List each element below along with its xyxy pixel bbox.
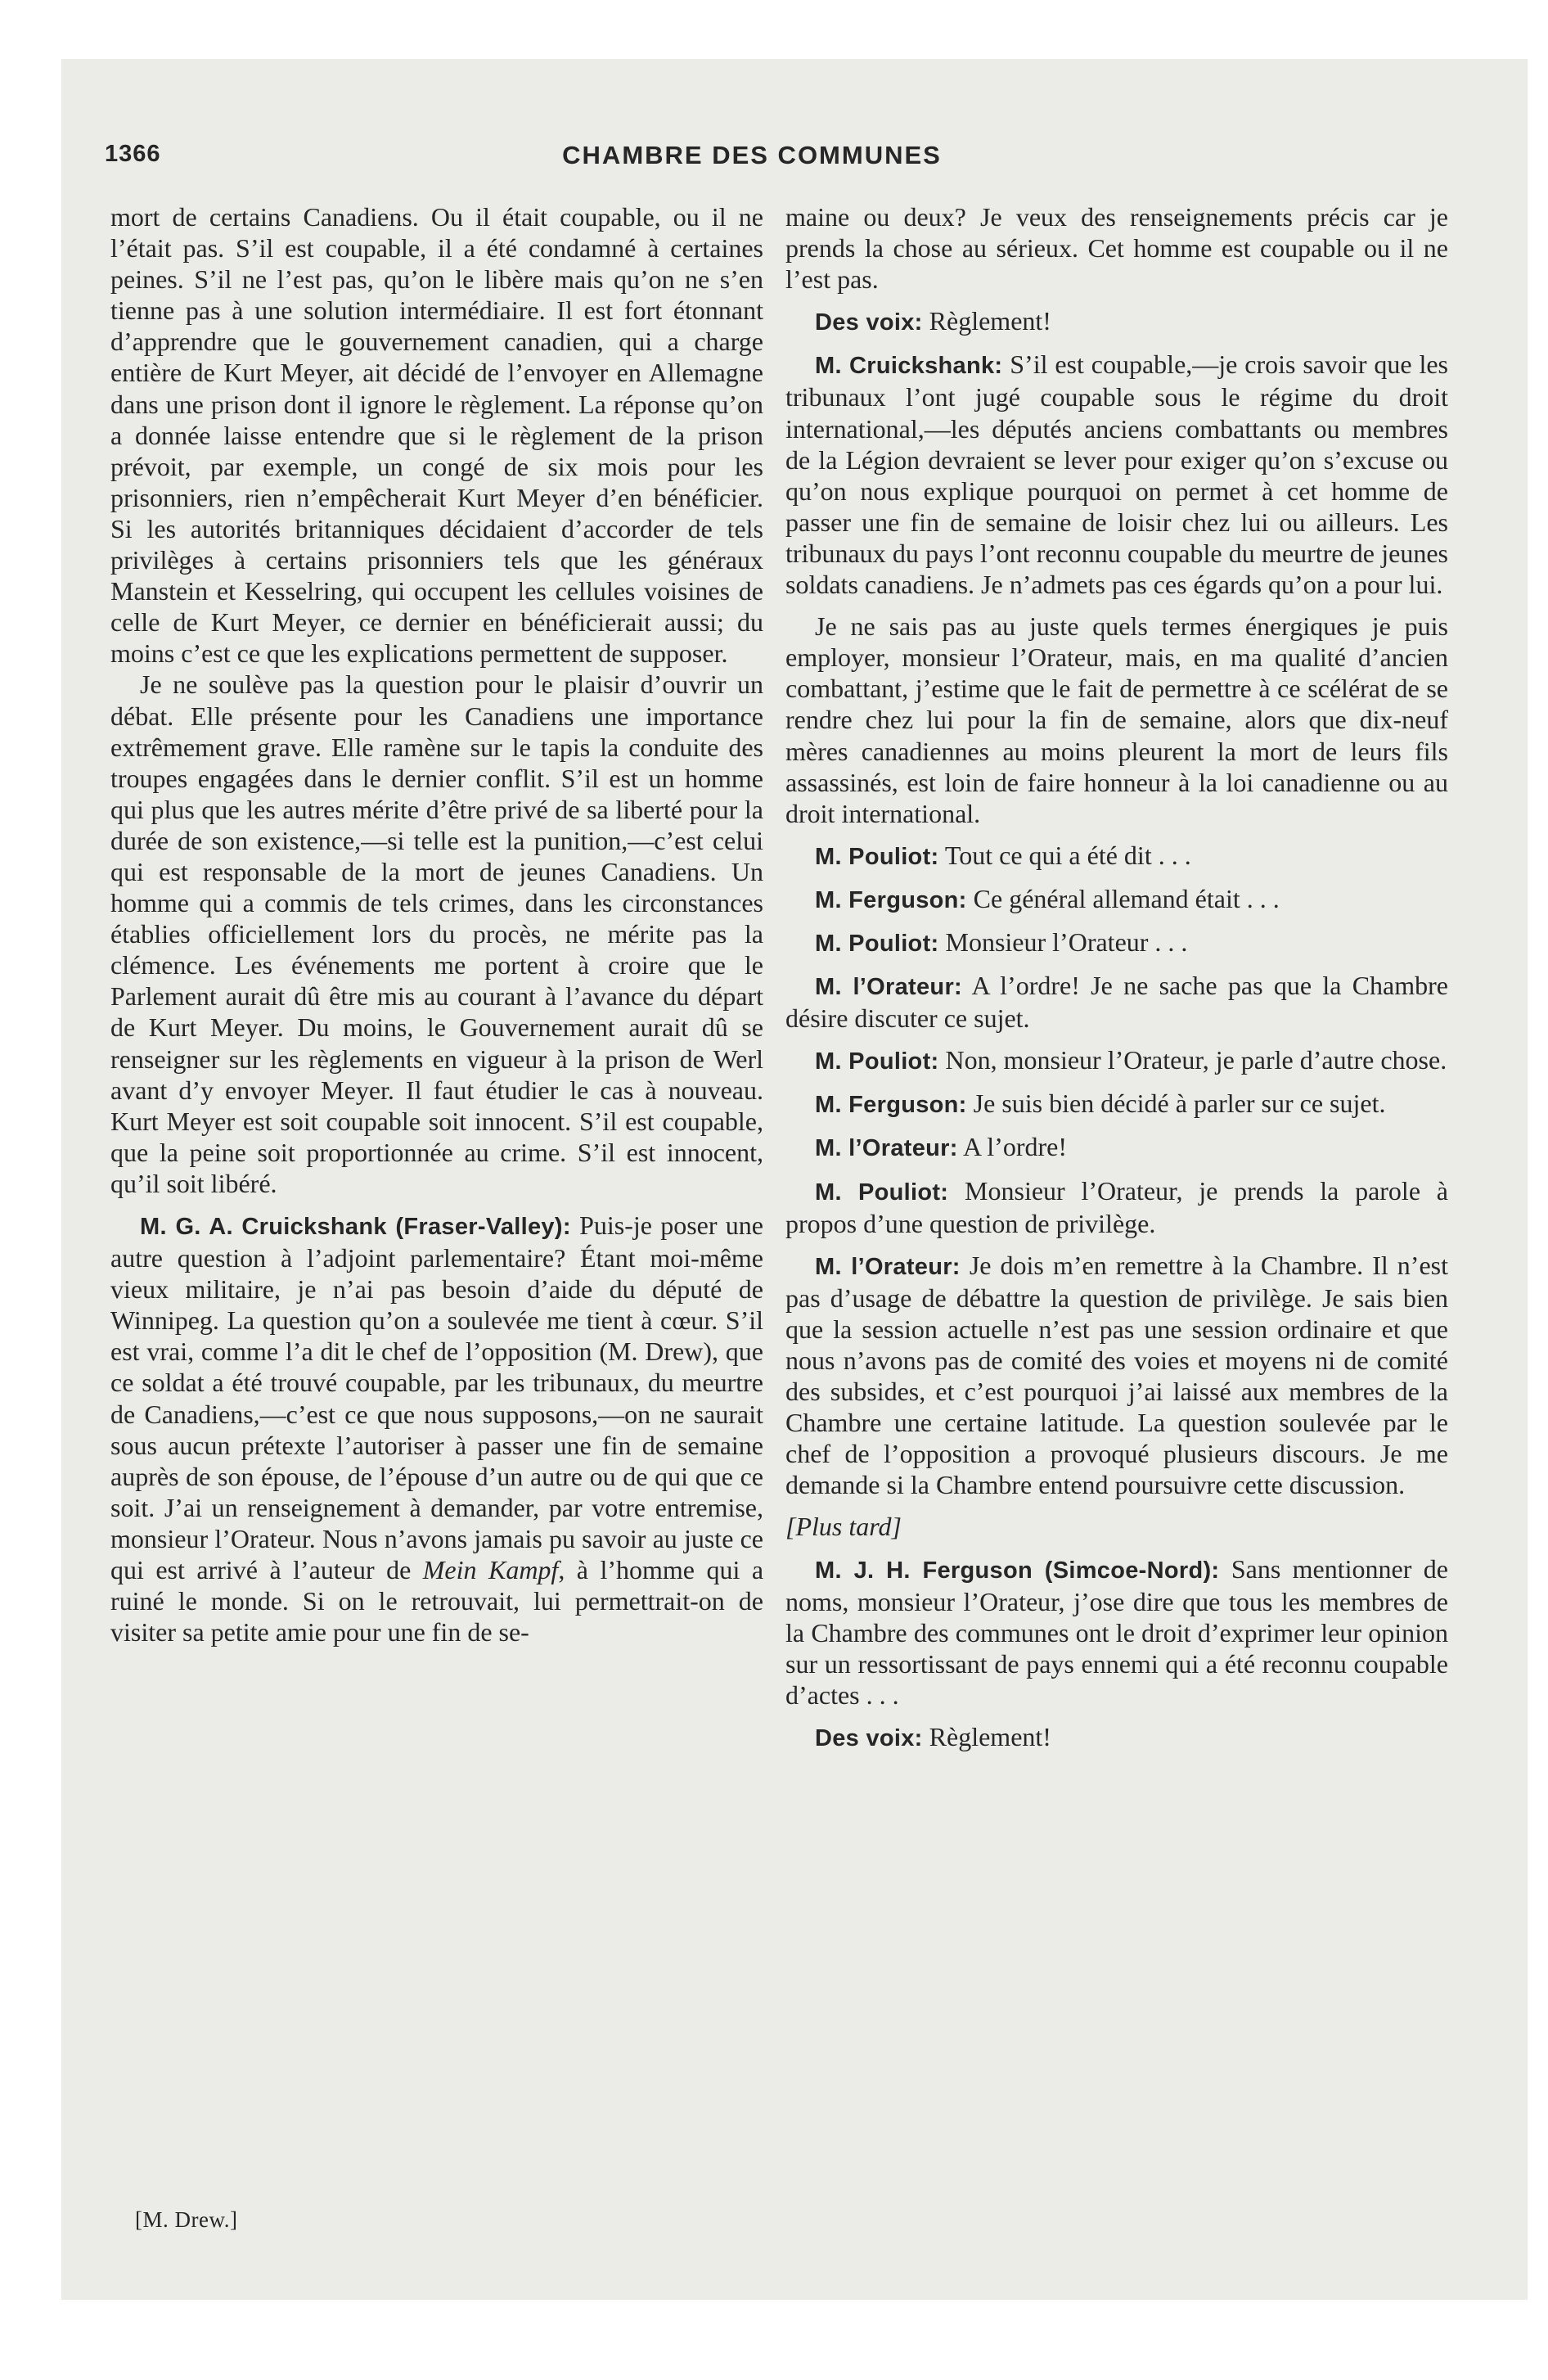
speaker-name: Des voix:: [815, 309, 923, 336]
stage-direction: [Plus tard]: [785, 1512, 902, 1542]
paragraph: [785, 926, 1448, 959]
paragraph: [785, 1131, 1448, 1164]
paragraph: [785, 840, 1448, 872]
speech-text: Tout ce qui a été dit . . .: [944, 840, 1191, 870]
speaker-name: M. l’Orateur:: [815, 1253, 961, 1280]
paragraph: Je ne soulève pas la question pour le plaisir d’ouvrir un débat. Elle présente pour les Canadiens une importance extrêmement grave. Elle ramène sur le tapis la conduite des troupes engagées dans le dernier conflit. S’il est un homme qui plus que les autres mérite d’être privé de sa liberté pour la durée de son existence,—si telle est la punition,—c’est celui qui est responsable de la mort de jeunes Canadiens. Un homme qui a commis de tels crimes, dans les circonstances établies officiellement lors du procès, ne mérite pas la clémence. Les événements me portent à croire que le Parlement aurait dû être mis au courant à l’avance du départ de Kurt Meyer. Du moins, le Gouvernement aurait dû se renseigner sur les règlements en vigueur à la prison de Werl avant d’y envoyer Meyer. Il faut étudier le cas à nouveau. Kurt Meyer est soit coupable soit innocent. S’il est coupable, que la peine soit proportionnée au crime. S’il est innocent, qu’il soit libéré.: [110, 669, 763, 1198]
speaker-name: M. Pouliot:: [815, 930, 939, 957]
paragraph: [785, 305, 1448, 338]
speech-text: Règlement!: [929, 306, 1051, 336]
speaker-name: M. Cruickshank:: [815, 353, 1003, 380]
paragraph: [785, 1175, 1448, 1239]
book-title: Mein Kampf: [422, 1555, 559, 1585]
paragraph: mort de certains Canadiens. Ou il était coupable, ou il ne l’était pas. S’il est coupable, il a été condamné à certaines peines. S’il ne l’est pas, qu’on le libère mais qu’on ne s’en tienne pas à une solution intermédiaire. Il est fort étonnant d’apprendre que le gouvernement canadien, qui a charge entière de Kurt Meyer, ait décidé de l’envoyer en Allemagne dans une prison dont il ignore le règlement. La réponse qu’on a donnée laisse entendre que si le règlement de la prison prévoit, par exemple, un congé de six mois pour les prisonniers, rien n’empêcherait Kurt Meyer d’en bénéficier. Si les autorités britanniques décidaient d’accorder de tels privilèges à certains prisonniers tels que les généraux Manstein et Kesselring, qui occupent les cellules voisines de celle de Kurt Meyer, ce dernier en bénéficierait aussi; du moins c’est ce que les explications permettent de supposer.: [110, 202, 763, 669]
speaker-name: M. G. A. Cruickshank (Fraser-Valley):: [140, 1214, 571, 1240]
speaker-name: M. Ferguson:: [815, 1092, 967, 1119]
speech-text: S’il est coupable,—je crois savoir que les tribunaux l’ont jugé coupable sous le régime du droit international,—les députés anciens combattants ou membres de la Légion devraient se lever pour exiger qu’on s’excuse ou qu’on nous explique pourquoi on permet à cet homme de passer une fin de semaine de loisir chez lui ou ailleurs. Les tribunaux du pays l’ont reconnu coupable du meurtre de jeunes soldats canadiens. Je n’admets pas ces égards qu’on a pour lui.: [785, 349, 1449, 600]
paragraph: [785, 1088, 1448, 1120]
paragraph: [785, 349, 1448, 600]
speech-text: A l’ordre!: [962, 1132, 1067, 1162]
speaker-name: M. l’Orateur:: [815, 974, 962, 1001]
speech-text: Sans mentionner de noms, monsieur l’Orateur, j’ose dire que tous les membres de la Chambre des communes ont le droit d’exprimer leur opinion sur un ressortissant de pays ennemi qui a été reconnu coupable d’actes . . .: [785, 1553, 1449, 1710]
speech-text: Ce général allemand était . . .: [973, 883, 1280, 913]
speaker-name: Des voix:: [815, 1725, 923, 1752]
paragraph: [785, 1553, 1448, 1711]
speaker-signature: [M. Drew.]: [135, 2207, 238, 2232]
speaker-name: M. Ferguson:: [815, 886, 967, 913]
paragraph: [785, 970, 1448, 1034]
speech-text: Non, monsieur l’Orateur, je parle d’autre chose.: [945, 1045, 1447, 1075]
speech-text: A l’ordre! Je ne sache pas que la Chambre désire discuter ce sujet.: [785, 971, 1449, 1034]
speech-text: Monsieur l’Orateur . . .: [945, 926, 1188, 957]
right-column: [785, 201, 1448, 1754]
page-header: [105, 141, 1399, 180]
left-column: [110, 201, 763, 1648]
speech-text: Règlement!: [929, 1722, 1051, 1752]
speaker-name: M. Pouliot:: [815, 1048, 939, 1075]
paragraph: [785, 1044, 1448, 1077]
paragraph: maine ou deux? Je veux des renseignements précis car je prends la chose au sérieux. Cet homme est coupable ou il ne l’est pas.: [785, 202, 1448, 295]
paragraph: [785, 1721, 1448, 1754]
speech-text: , à l’homme qui a ruiné le monde. Si on le retrouvait, lui permettrait-on de visiter sa petite amie pour une fin de se-: [110, 1555, 764, 1648]
speech-text: Je dois m’en remettre à la Chambre. Il n’est pas d’usage de débattre la question de privilège. Je sais bien que la session actuelle n’est pas une session ordinaire et que nous n’avons pas de comité des voies et moyens ni de comité des subsides, et c’est pourquoi j’ai laissé aux membres de la Chambre une certaine latitude. La question soulevée par le chef de l’opposition a provoqué plusieurs discours. Je me demande si la Chambre entend poursuivre cette discussion.: [785, 1250, 1449, 1500]
speaker-name: M. J. H. Ferguson (Simcoe-Nord):: [815, 1557, 1220, 1584]
speech-text: Puis-je poser une autre question à l’adjoint parlementaire? Étant moi-même vieux militaire, je n’ai pas besoin d’aide du député de Winnipeg. La question qu’on a soulevée me tient à cœur. S’il est vrai, comme l’a dit le chef de l’opposition (M. Drew), que ce soldat a été trouvé coupable, par les tribunaux, du meurtre de Canadiens,—c’est ce que nous supposons,—on ne saurait sous aucun prétexte l’autoriser à passer une fin de semaine auprès de son épouse, de l’épouse d’un autre ou de qui que ce soit. J’ai un renseignement à demander, par votre entremise, monsieur l’Orateur. Nous n’avons jamais pu savoir au juste ce qui est arrivé à l’auteur de: [110, 1210, 764, 1585]
speaker-name: M. Pouliot:: [815, 843, 939, 870]
paragraph: Je ne sais pas au juste quels termes énergiques je puis employer, monsieur l’Orateur, mais, en ma qualité d’ancien combattant, j’estime que le fait de permettre à ce scélérat de se rendre chez lui pour la fin de semaine, alors que dix-neuf mères canadiennes au moins pleurent la mort de leurs fils assassinés, est loin de faire honneur à la loi canadienne ou au droit international.: [785, 611, 1448, 828]
paragraph: [110, 1210, 763, 1648]
speaker-name: M. Pouliot:: [815, 1179, 949, 1206]
running-title: CHAMBRE DES COMMUNES: [562, 141, 942, 169]
page-number: 1366: [105, 141, 161, 167]
speech-text: Je suis bien décidé à parler sur ce sujet.: [973, 1089, 1386, 1119]
speaker-name: M. l’Orateur:: [815, 1135, 958, 1162]
speech-text: Monsieur l’Orateur, je prends la parole à propos d’une question de privilège.: [785, 1175, 1448, 1238]
paragraph: [785, 883, 1448, 916]
paragraph: [785, 1250, 1448, 1501]
